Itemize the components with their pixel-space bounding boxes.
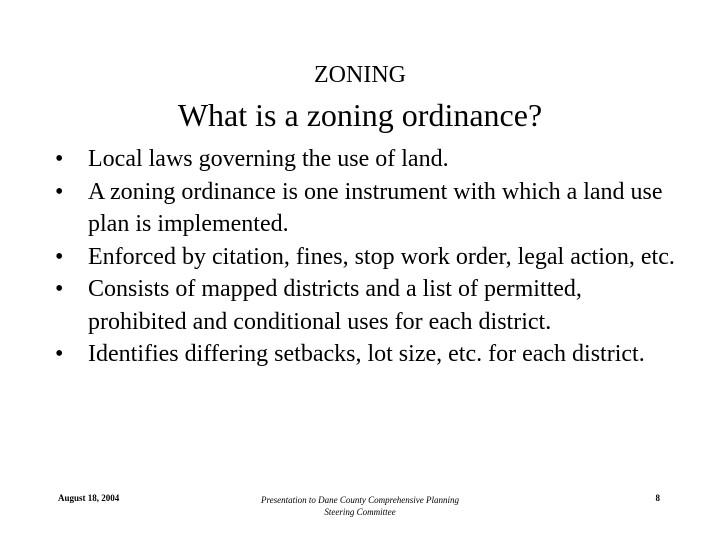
bullet-text: Enforced by citation, fines, stop work order, legal action, etc. <box>88 243 675 270</box>
slide-title: What is a zoning ordinance? <box>177 97 543 133</box>
bullet-icon: • <box>55 341 64 367</box>
bullet-text: Identifies differing setbacks, lot size, etc. for each district. <box>88 341 645 367</box>
bullet-text: A zoning ordinance is one instrument with which a land use plan is implemented. <box>88 178 663 237</box>
bullet-icon: • <box>55 243 64 270</box>
bullet-icon: • <box>55 178 64 205</box>
bullet-item <box>55 338 675 371</box>
bullet-item <box>55 273 675 338</box>
bullet-list <box>55 143 675 371</box>
bullet-text: Consists of mapped districts and a list of permitted, prohibited and conditional uses for each district. <box>88 276 582 335</box>
bullet-item <box>55 241 675 274</box>
bullet-item <box>55 143 675 176</box>
slide-kicker: ZONING <box>314 62 406 88</box>
bullet-item <box>55 176 675 241</box>
footer-caption <box>240 494 480 518</box>
footer-date: August 18, 2004 <box>58 493 120 503</box>
footer-caption-line-1: Presentation to Dane County Comprehensive Planning <box>260 495 460 505</box>
bullet-icon: • <box>55 146 64 172</box>
bullet-text: Local laws governing the use of land. <box>88 146 449 172</box>
bullet-icon: • <box>55 276 64 302</box>
page-number: 8 <box>655 493 660 503</box>
footer-caption-line-2: Steering Committee <box>324 507 396 517</box>
